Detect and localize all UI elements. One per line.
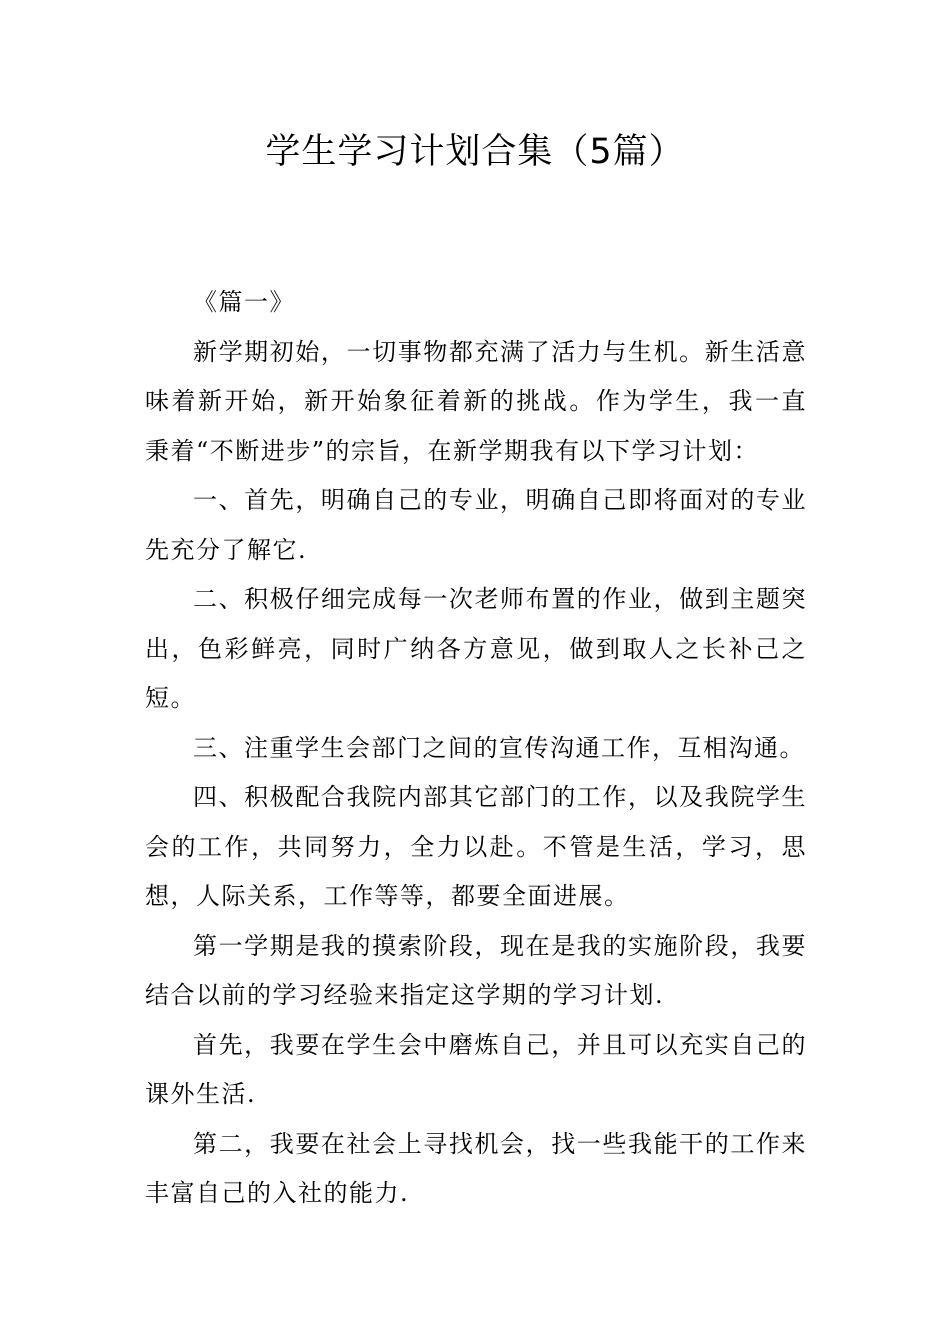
paragraph: 一、首先，明确自己的专业，明确自己即将面对的专业先充分了解它. [145,486,807,564]
paragraph: 新学期初始，一切事物都充满了活力与生机。新生活意味着新开始，新开始象征着新的挑战。作为学生，我一直秉着“不断进步”的宗旨，在新学期我有以下学习计划： [145,337,807,465]
document-title: 学生学习计划合集（5篇） [265,132,685,172]
section-label: 《篇一》 [193,288,295,316]
document-body [145,278,807,1219]
paragraph: 三、注重学生会部门之间的宣传沟通工作，互相沟通。 [193,733,805,762]
paragraph: 第二，我要在社会上寻找机会，找一些我能干的工作来丰富自己的入社的能力. [145,1129,807,1207]
paragraph: 二、积极仔细完成每一次老师布置的作业，做到主题突出，色彩鲜亮，同时广纳各方意见，做到取人之长补己之短。 [145,585,807,712]
paragraph: 第一学期是我的摸索阶段，现在是我的实施阶段，我要结合以前的学习经验来指定这学期的学习计划. [145,931,807,1009]
paragraph: 四、积极配合我院内部其它部门的工作，以及我院学生会的工作，共同努力，全力以赴。不管是生活，学习，思想，人际关系，工作等等，都要全面进展。 [145,783,807,910]
paragraph: 首先，我要在学生会中磨炼自己，并且可以充实自己的课外生活. [145,1030,807,1108]
